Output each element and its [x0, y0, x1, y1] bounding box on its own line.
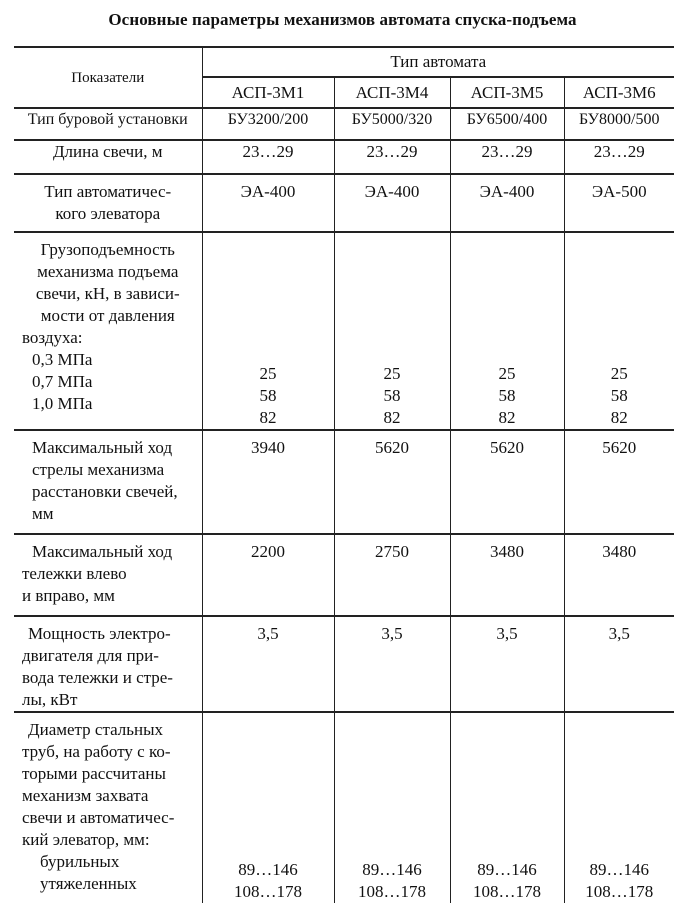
cell-value: БУ8000/500: [564, 108, 674, 140]
cell-value: 89…146 108…178: [450, 712, 564, 903]
cell-value: 25 58 82: [564, 232, 674, 430]
cell-value: 3,5: [202, 616, 334, 712]
cell-value: 89…146 108…178: [202, 712, 334, 903]
cell-value: ЭА-400: [334, 174, 450, 232]
row-pipe-diameter: [14, 712, 674, 903]
cell-value: 3940: [202, 430, 334, 534]
row-motor-power: [14, 616, 674, 712]
row-label: Тип автоматичес- кого элеватора: [14, 174, 202, 232]
row-label: Диаметр стальных труб, на работу с ко- торыми рассчитаны механизм захвата свечи и автоматичес- кий элеватор, мм: бурильных утяжеленных: [14, 712, 202, 903]
header-model: АСП-3М1: [202, 77, 334, 108]
row-label: Максимальный ход стрелы механизма расстановки свечей, мм: [14, 430, 202, 534]
row-label: Длина свечи, м: [14, 140, 202, 174]
cell-value: 3,5: [334, 616, 450, 712]
cell-value: 25 58 82: [450, 232, 564, 430]
row-boom-stroke: [14, 430, 674, 534]
cell-value: 3480: [564, 534, 674, 616]
table-title: Основные параметры механизмов автомата спуска-подъема: [108, 10, 577, 29]
cell-value: 25 58 82: [202, 232, 334, 430]
cell-value: 23…29: [450, 140, 564, 174]
header-model: АСП-3М6: [564, 77, 674, 108]
cell-value: 5620: [450, 430, 564, 534]
header-model: АСП-3М5: [450, 77, 564, 108]
header-automat-type: Тип автомата: [202, 47, 674, 77]
header-model: АСП-3М4: [334, 77, 450, 108]
row-candle-length: [14, 140, 674, 174]
cell-value: 25 58 82: [334, 232, 450, 430]
row-label: Максимальный ход тележки влево и вправо, мм: [14, 534, 202, 616]
row-label: Грузоподъемность механизма подъема свечи, кН, в зависи- мости от давления воздуха: 0,3 МПа 0,7 МПа 1,0 МПа: [14, 232, 202, 430]
parameters-table: [14, 46, 674, 903]
row-rig-type: [14, 108, 674, 140]
cell-value: 23…29: [202, 140, 334, 174]
cell-value: 23…29: [564, 140, 674, 174]
cell-value: ЭА-400: [450, 174, 564, 232]
cell-value: 5620: [334, 430, 450, 534]
row-elevator-type: [14, 174, 674, 232]
row-label: Мощность электро- двигателя для при- вода тележки и стре- лы, кВт: [14, 616, 202, 712]
cell-value: 89…146 108…178: [564, 712, 674, 903]
row-label: Тип буровой установки: [14, 108, 202, 140]
header-indicators: Показатели: [14, 47, 202, 108]
cell-value: 89…146 108…178: [334, 712, 450, 903]
cell-value: БУ5000/320: [334, 108, 450, 140]
cell-value: 23…29: [334, 140, 450, 174]
cell-value: ЭА-400: [202, 174, 334, 232]
cell-value: 2750: [334, 534, 450, 616]
cell-value: ЭА-500: [564, 174, 674, 232]
row-lifting-capacity: [14, 232, 674, 430]
cell-value: 2200: [202, 534, 334, 616]
row-cart-stroke: [14, 534, 674, 616]
header-row-top: [14, 47, 674, 77]
cell-value: БУ3200/200: [202, 108, 334, 140]
cell-value: 5620: [564, 430, 674, 534]
cell-value: 3,5: [564, 616, 674, 712]
cell-value: БУ6500/400: [450, 108, 564, 140]
cell-value: 3,5: [450, 616, 564, 712]
cell-value: 3480: [450, 534, 564, 616]
